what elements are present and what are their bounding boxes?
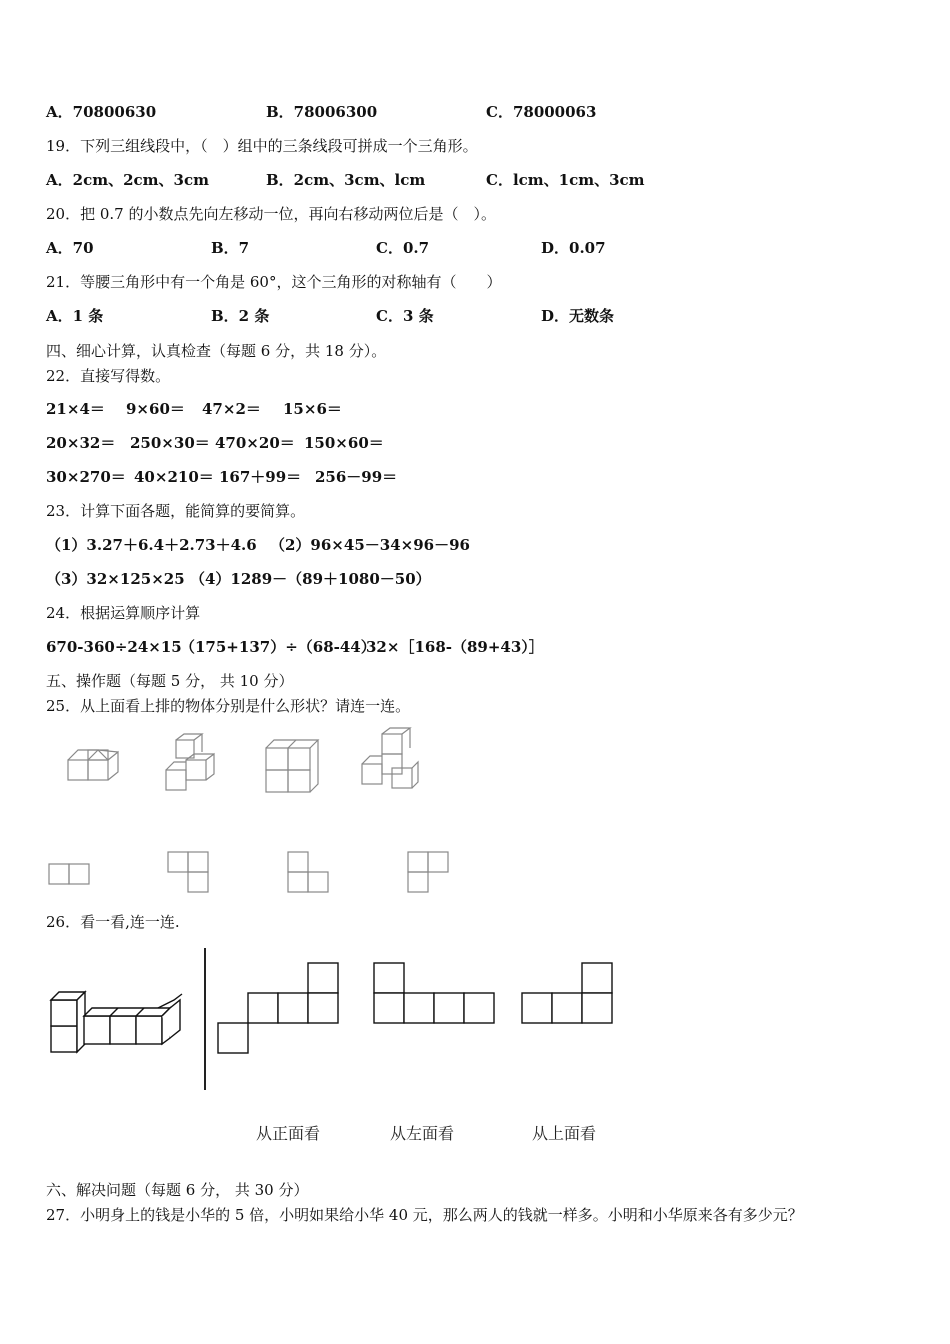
q18-option-c: C．78000063 bbox=[486, 103, 597, 121]
q22-stem: 22．直接写得数。 bbox=[46, 367, 171, 385]
q21-stem: 21．等腰三角形中有一个角是 60°，这个三角形的对称轴有（ ） bbox=[46, 273, 502, 291]
q23-item-4: （4）1289－（89＋1080－50） bbox=[190, 570, 431, 588]
q22-item: 9×60＝ bbox=[126, 400, 185, 418]
q19-option-c: C．lcm、1cm、3cm bbox=[486, 171, 645, 189]
q25-top-view-1 bbox=[46, 860, 96, 890]
q23-item-3: （3）32×125×25 bbox=[46, 570, 185, 588]
q21-option-a: A．1 条 bbox=[46, 307, 104, 325]
q20-stem: 20．把 0.7 的小数点先向左移动一位，再向右移动两位后是（ ）。 bbox=[46, 205, 496, 223]
q26-divider bbox=[204, 948, 206, 1090]
q24-item-2: （175+137）÷（68-44） bbox=[180, 638, 376, 656]
q18-option-a: A．70800630 bbox=[46, 103, 157, 121]
q22-item: 470×20＝ bbox=[215, 434, 295, 452]
q25-top-view-2 bbox=[164, 848, 214, 896]
q24-item-3: 32×［168-（89+43）］ bbox=[366, 638, 544, 656]
q25-object-1 bbox=[60, 740, 130, 796]
q21-option-b: B．2 条 bbox=[211, 307, 270, 325]
q24-stem: 24．根据运算顺序计算 bbox=[46, 604, 201, 622]
section-5-title: 五、操作题（每题 5 分， 共 10 分） bbox=[46, 672, 294, 690]
q26-label-left: 从左面看 bbox=[390, 1124, 455, 1143]
q20-option-c: C．0.7 bbox=[376, 239, 430, 257]
q25-stem: 25．从上面看上排的物体分别是什么形状？请连一连。 bbox=[46, 697, 411, 715]
q22-item: 40×210＝ bbox=[134, 468, 214, 486]
q26-label-front: 从正面看 bbox=[256, 1124, 321, 1143]
q22-item: 30×270＝ bbox=[46, 468, 126, 486]
q26-view-shape-1 bbox=[216, 960, 342, 1056]
q22-item: 250×30＝ bbox=[130, 434, 210, 452]
q26-view-shape-2 bbox=[372, 960, 498, 1026]
q26-view-shape-3 bbox=[520, 960, 616, 1026]
q18-option-b: B．78006300 bbox=[266, 103, 378, 121]
q19-stem: 19．下列三组线段中，（ ）组中的三条线段可拼成一个三角形。 bbox=[46, 137, 478, 155]
q20-option-b: B．7 bbox=[211, 239, 250, 257]
section-4-title: 四、细心计算，认真检查（每题 6 分，共 18 分）。 bbox=[46, 342, 387, 360]
q22-item: 150×60＝ bbox=[304, 434, 384, 452]
q22-item: 21×4＝ bbox=[46, 400, 105, 418]
q25-object-4 bbox=[354, 726, 428, 796]
q27-stem: 27．小明身上的钱是小华的 5 倍，小明如果给小华 40 元，那么两人的钱就一样多。小明和小华原来各有多少元？ bbox=[46, 1206, 803, 1224]
q22-item: 15×6＝ bbox=[283, 400, 342, 418]
q19-option-b: B．2cm、3cm、lcm bbox=[266, 171, 426, 189]
q25-object-2 bbox=[158, 732, 230, 796]
q25-top-view-4 bbox=[404, 848, 454, 896]
q20-option-d: D．0.07 bbox=[541, 239, 606, 257]
q25-top-view-3 bbox=[284, 848, 334, 896]
q24-item-1: 670-360÷24×15 bbox=[46, 638, 182, 656]
q26-stem: 26．看一看,连一连. bbox=[46, 913, 180, 931]
q21-option-c: C．3 条 bbox=[376, 307, 434, 325]
q26-label-top: 从上面看 bbox=[532, 1124, 597, 1143]
q22-item: 256－99＝ bbox=[315, 468, 398, 486]
q22-item: 167＋99＝ bbox=[219, 468, 302, 486]
q23-stem: 23．计算下面各题，能简算的要简算。 bbox=[46, 502, 306, 520]
q19-option-a: A．2cm、2cm、3cm bbox=[46, 171, 209, 189]
q20-option-a: A．70 bbox=[46, 239, 94, 257]
q21-option-d: D．无数条 bbox=[541, 307, 615, 325]
q25-object-3 bbox=[258, 736, 328, 796]
q23-item-1: （1）3.27＋6.4＋2.73＋4.6 bbox=[46, 536, 257, 554]
q26-cube-model bbox=[46, 986, 188, 1058]
q23-item-2: （2）96×45－34×96－96 bbox=[270, 536, 470, 554]
q22-item: 47×2＝ bbox=[202, 400, 261, 418]
section-6-title: 六、解决问题（每题 6 分， 共 30 分） bbox=[46, 1181, 309, 1199]
q22-item: 20×32＝ bbox=[46, 434, 116, 452]
